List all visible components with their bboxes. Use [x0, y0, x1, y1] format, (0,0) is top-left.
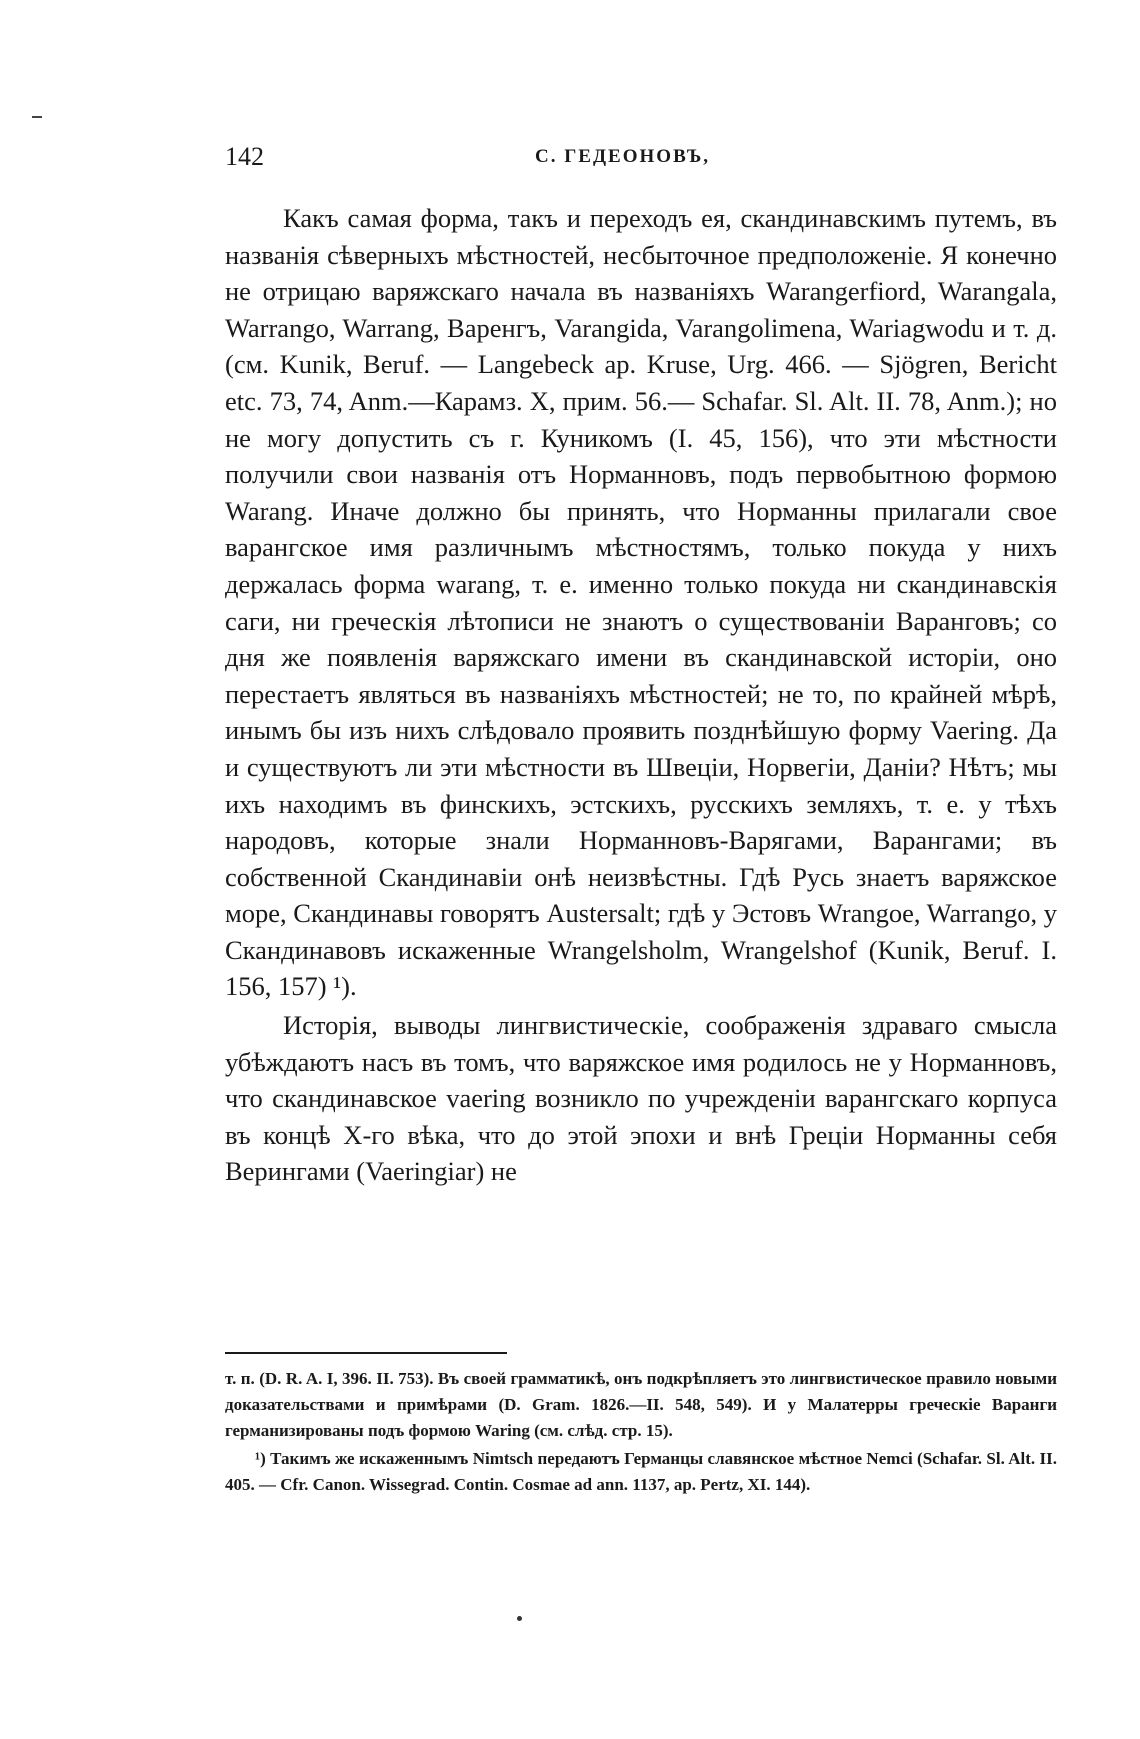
- footnote-1: ¹) Такимъ же искаженнымъ Nimtsch передаютъ Германцы славянское мѣстное Nemci (Schafar. Sl. Alt. II. 405. — Cfr. Canon. Wissegrad. Contin. Cosmae ad ann. 1137, ap. Pertz, XI. 144).: [225, 1449, 1057, 1494]
- main-text: [225, 200, 1057, 1190]
- footnote-divider: [225, 1352, 507, 1354]
- footnote-continuation: т. п. (D. R. A. I, 396. II. 753). Въ своей грамматикѣ, онъ подкрѣпляетъ это лингвистическое правило новыми доказательствами и примѣрами (D. Gram. 1826.—II. 548, 549). И у Малатерры греческіе Варанги германизированы подъ формою Waring (см. слѣд. стр. 15).: [225, 1369, 1057, 1440]
- footnotes: [225, 1366, 1057, 1498]
- paragraph-2: Исторія, выводы лингвистическіе, соображенія здраваго смысла убѣждаютъ насъ въ томъ, что варяжское имя родилось не у Норманновъ, что скандинавское vaering возникло по учрежденіи варангскаго корпуса въ концѣ X-го вѣка, что до этой эпохи и внѣ Греціи Норманны себя Верингами (Vaeringiar) не: [225, 1010, 1057, 1187]
- scan-dot: [517, 1616, 522, 1621]
- page-header: [225, 142, 955, 182]
- page-number: 142: [225, 142, 264, 171]
- running-head: С. ГЕДЕОНОВЪ,: [535, 146, 711, 167]
- paragraph-1: Какъ самая форма, такъ и переходъ ея, скандинавскимъ путемъ, въ названія сѣверныхъ мѣстностей, несбыточное предположеніе. Я конечно не отрицаю варяжскаго начала въ названіяхъ Warangerfiord, Warangala, Warrango, Warrang, Варенгъ, Varangida, Varangolimena, Wariagwodu и т. д. (см. Kunik, Beruf. — Langebeck ap. Kruse, Urg. 466. — Sjögren, Bericht etc. 73, 74, Anm.—Карамз. X, прим. 56.— Schafar. Sl. Alt. II. 78, Anm.); но не могу допустить съ г. Куникомъ (I. 45, 156), что эти мѣстности получили свои названія отъ Норманновъ, подъ первобытною формою Warang. Иначе должно бы принять, что Норманны прилагали свое варангское имя различнымъ мѣстностямъ, только покуда у нихъ держалась форма warang, т. е. именно только покуда ни скандинавскія саги, ни греческія лѣтописи не знаютъ о существованіи Варанговъ; со дня же появленія варяжскаго имени въ скандинавской исторіи, оно перестаетъ являться въ названіяхъ мѣстностей; не то, по крайней мѣрѣ, инымъ бы изъ нихъ слѣдовало проявить позднѣйшую форму Vaering. Да и существуютъ ли эти мѣстности въ Швеціи, Норвегіи, Даніи? Нѣтъ; мы ихъ находимъ въ финскихъ, эстскихъ, русскихъ земляхъ, т. е. у тѣхъ народовъ, которые знали Норманновъ-Варягами, Варангами; въ собственной Скандинавіи онѣ неизвѣстны. Гдѣ Русь знаетъ варяжское море, Скандинавы говорятъ Austersalt; гдѣ у Эстовъ Wrangoe, Warrango, у Скандинавовъ искаженные Wrangelsholm, Wrangelshof (Kunik, Beruf. I. 156, 157) ¹).: [225, 203, 1057, 1002]
- scan-mark: [32, 116, 42, 118]
